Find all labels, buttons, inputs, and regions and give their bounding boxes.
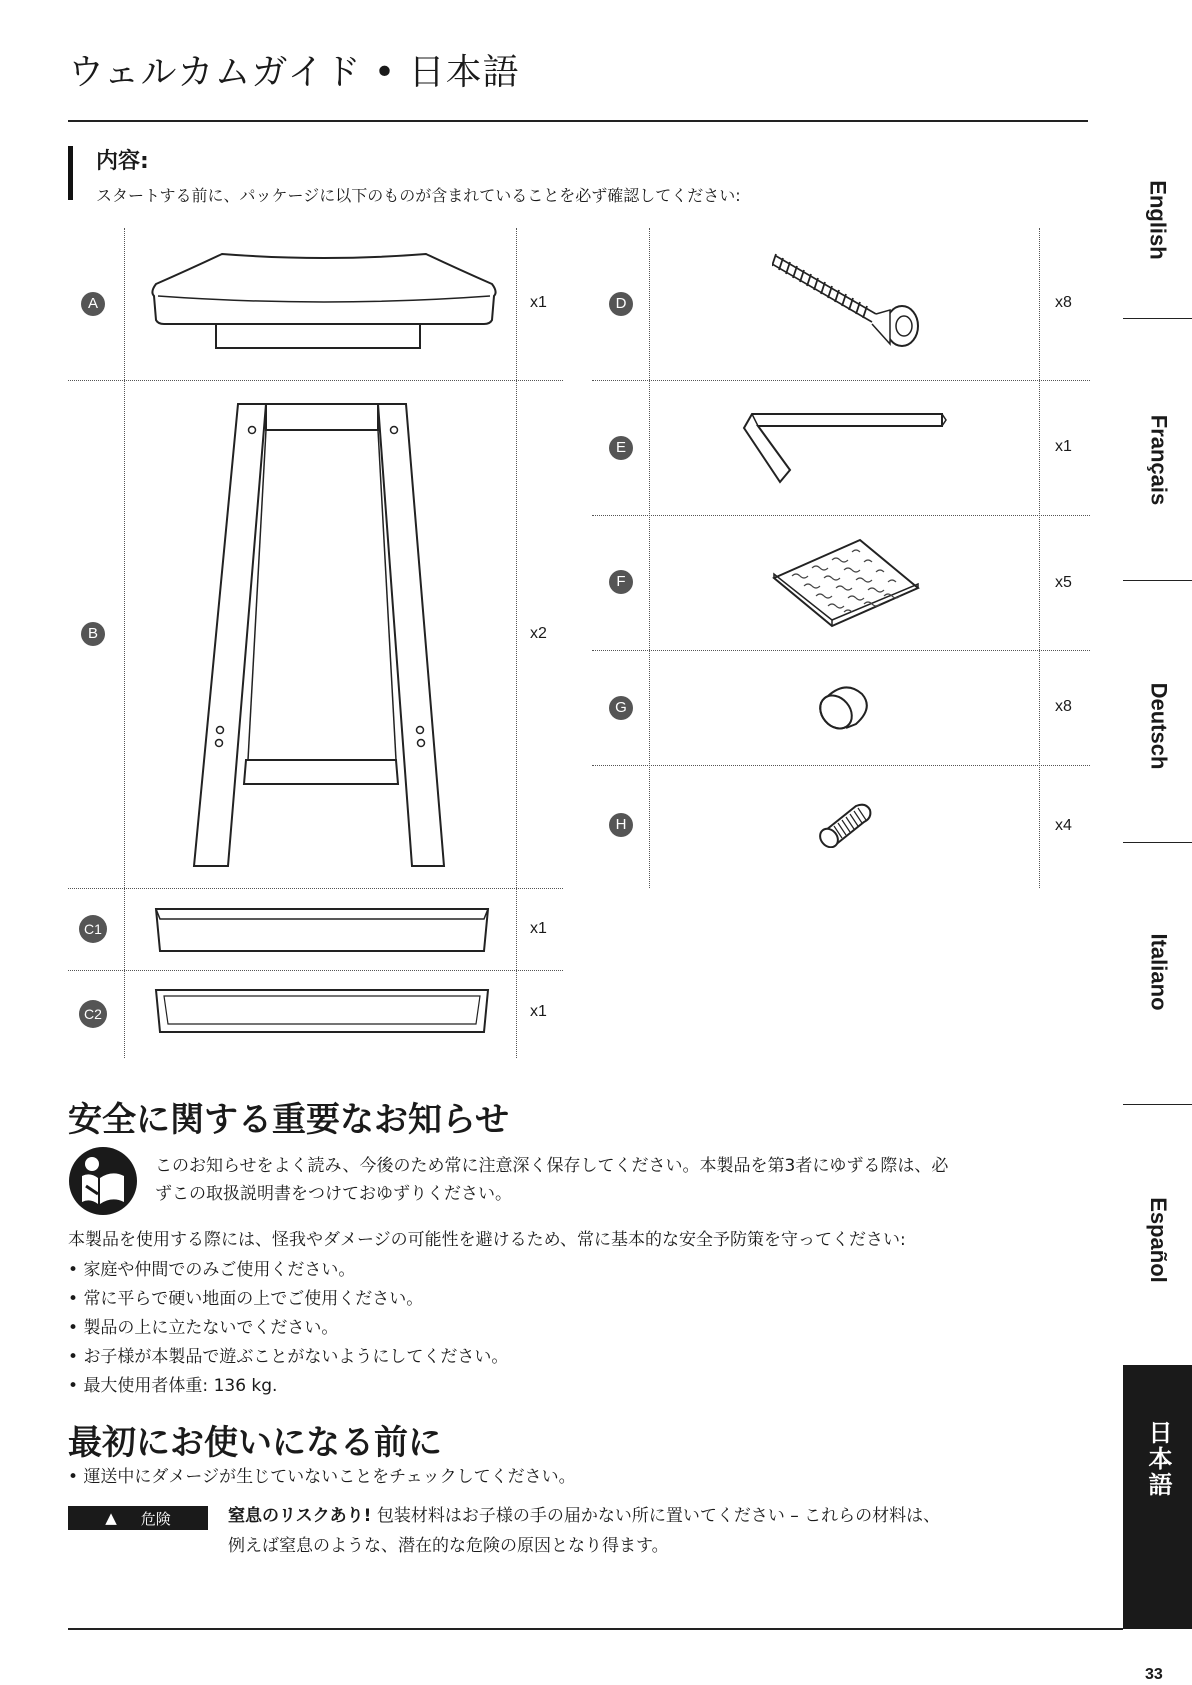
safety-bullet-list (68, 1256, 508, 1401)
part-qty-f: x5 (1055, 574, 1072, 591)
part-label-h: H (609, 813, 633, 837)
part-label-c1: C1 (79, 915, 107, 943)
part-label-e: E (609, 436, 633, 460)
felt-pad-icon (772, 538, 922, 628)
dowel-icon (816, 800, 874, 848)
tab-italiano[interactable] (1123, 892, 1192, 1052)
tab-label: Italiano (1146, 933, 1172, 1011)
footer-divider (68, 1628, 1123, 1630)
part-qty-a: x1 (530, 294, 547, 311)
tab-english[interactable] (1123, 140, 1192, 300)
safety-lead: 本製品を使用する際には、怪我やダメージの可能性を避けるため、常に基本的な安全予防策を守ってください: (68, 1230, 906, 1250)
page-number: 33 (1145, 1666, 1163, 1683)
page-title: ウェルカムガイド • 日本語 (68, 52, 520, 93)
tab-label: Español (1146, 1197, 1172, 1283)
list-item: • 常に平らで硬い地面の上でご使用ください。 (68, 1285, 508, 1314)
crossbar-c2-icon (154, 988, 490, 1036)
danger-text: 包装材料はお子様の手の届かない所に置いてください – これらの材料は、 (376, 1506, 941, 1526)
danger-badge (68, 1506, 208, 1530)
part-qty-d: x8 (1055, 294, 1072, 311)
part-label-f: F (609, 570, 633, 594)
contents-accent-bar (68, 146, 73, 200)
first-use-heading: 最初にお使いになる前に (68, 1423, 442, 1463)
tab-label: English (1146, 180, 1172, 260)
screw-icon (772, 252, 922, 352)
part-label-g: G (609, 696, 633, 720)
part-label-a: A (81, 292, 105, 316)
foot-cap-icon (816, 680, 874, 734)
danger-line1 (228, 1502, 940, 1530)
list-item: • 製品の上に立たないでください。 (68, 1314, 508, 1343)
warning-triangle-icon: ▲ (105, 1509, 117, 1527)
part-label-d: D (609, 292, 633, 316)
read-manual-icon (68, 1146, 138, 1216)
part-qty-b: x2 (530, 625, 547, 642)
title-divider (68, 120, 1088, 122)
tab-label: Français (1146, 414, 1171, 506)
contents-heading: 内容: (96, 149, 149, 174)
tab-deutsch[interactable] (1123, 646, 1192, 806)
part-qty-c2: x1 (530, 1003, 547, 1020)
list-item: • お子様が本製品で遊ぶことがないようにしてください。 (68, 1343, 508, 1372)
part-qty-h: x4 (1055, 817, 1072, 834)
part-qty-c1: x1 (530, 920, 547, 937)
danger-bold: 窒息のリスクあり! (228, 1506, 372, 1526)
list-item: • 家庭や仲間でのみご使用ください。 (68, 1256, 508, 1285)
danger-line2: 例えば窒息のような、潜在的な危険の原因となり得ます。 (228, 1536, 669, 1556)
safety-heading: 安全に関する重要なお知らせ (68, 1100, 509, 1140)
first-use-bullet-list (68, 1463, 576, 1492)
contents-subtitle: スタートする前に、パッケージに以下のものが含まれていることを必ず確認してください: (96, 186, 741, 205)
crossbar-c1-icon (154, 905, 490, 955)
allen-key-icon (738, 408, 948, 488)
leg-frame-icon (190, 400, 450, 870)
part-qty-g: x8 (1055, 698, 1072, 715)
part-label-c2: C2 (79, 1000, 107, 1028)
tab-francais[interactable] (1123, 380, 1192, 540)
seat-icon (148, 250, 500, 352)
tab-espanol[interactable] (1123, 1160, 1192, 1320)
safety-intro-line1: このお知らせをよく読み、今後のため常に注意深く保存してください。本製品を第3者にゆずる際は、必 (155, 1156, 949, 1176)
tab-japanese-label: 日本語 (1144, 1420, 1172, 1498)
tab-label: Deutsch (1146, 682, 1172, 770)
danger-label: 危険 (140, 1509, 171, 1528)
list-item: • 最大使用者体重: 136 kg. (68, 1372, 508, 1401)
list-item: • 運送中にダメージが生じていないことをチェックしてください。 (68, 1463, 576, 1492)
part-label-b: B (81, 622, 105, 646)
safety-intro-line2: ずこの取扱説明書をつけておゆずりください。 (155, 1184, 512, 1204)
part-qty-e: x1 (1055, 438, 1072, 455)
